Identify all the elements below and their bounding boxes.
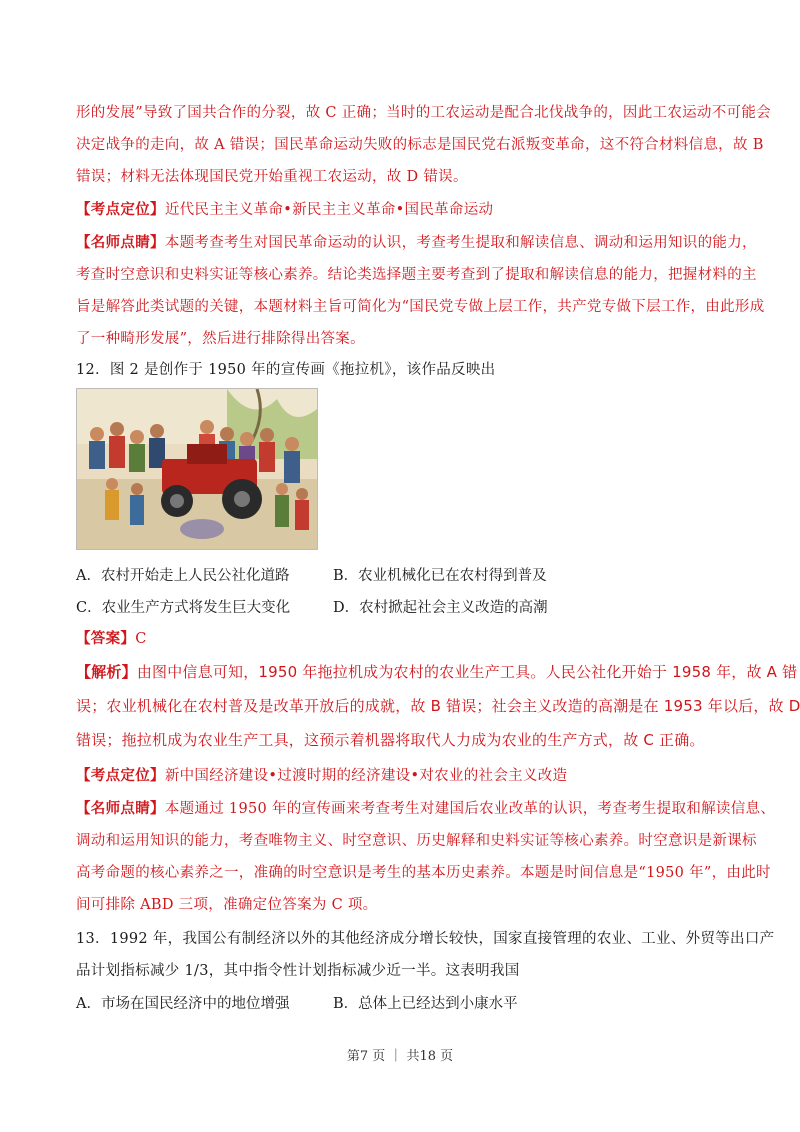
q11-analysis-line-3: 错误；材料无法体现国民党开始重视工农运动，故 D 错误。: [76, 169, 468, 185]
q12-option-a: A．农村开始走上人民公社化道路: [76, 568, 290, 584]
answer-value: C: [135, 631, 147, 647]
kaodian-tag: 【考点定位】: [76, 767, 165, 784]
kaodian-text: 近代民主主义革命•新民主主义革命•国民革命运动: [164, 202, 494, 218]
q13-stem-line-2: 品计划指标减少 1/3，其中指令性计划指标减少近一半。这表明我国: [76, 963, 520, 979]
q12-stem: 12．图 2 是创作于 1950 年的宣传画《拖拉机》，该作品反映出: [76, 362, 496, 378]
q12-jiexi-line-2: 误；农业机械化在农村普及是改革开放后的成就，故 B 错误；社会主义改造的高潮是在 1953 年以后，故 D: [76, 697, 800, 715]
q13-stem-line-1: 13．1992 年，我国公有制经济以外的其他经济成分增长较快，国家直接管理的农业、工业、外贸等出口产: [76, 931, 775, 947]
q11-dianjing-line-4: 了一种畸形发展”，然后进行排除得出答案。: [76, 331, 365, 347]
q13-option-a: A．市场在国民经济中的地位增强: [76, 996, 290, 1012]
q11-dianjing-line-1: [76, 233, 757, 253]
q12-jiexi-line-1: [76, 662, 798, 682]
kaodian-text: 新中国经济建设•过渡时期的经济建设•对农业的社会主义改造: [164, 768, 568, 784]
q12-option-d: D．农村掀起社会主义改造的高潮: [333, 600, 548, 616]
q12-dianjing-line-4: 间可排除 ABD 三项，准确定位答案为 C 项。: [76, 897, 378, 913]
q12-jiexi-line-3: 错误；拖拉机成为农业生产工具，这预示着机器将取代人力成为农业的生产方式，故 C 正确。: [76, 731, 705, 749]
q11-analysis-line-2: 决定战争的走向，故 A 错误；国民革命运动失败的标志是国民党右派叛变革命，这不符合材料信息，故 B: [76, 137, 764, 153]
answer-tag: 【答案】: [76, 630, 136, 647]
q12-dianjing-line-3: 高考命题的核心素养之一，准确的时空意识是考生的基本历史素养。本题是时间信息是“1950 年”，由此时: [76, 865, 771, 881]
tractor-poster-image: [76, 388, 318, 550]
q12-dianjing-line-2: 调动和运用知识的能力，考查唯物主义、时空意识、历史解释和史料实证等核心素养。时空意识是新课标: [76, 833, 757, 849]
kaodian-tag: 【考点定位】: [76, 201, 165, 218]
q13-option-b: B．总体上已经达到小康水平: [333, 996, 518, 1012]
jiexi-tag: 【解析】: [76, 663, 137, 681]
q11-dianjing-line-3: 旨是解答此类试题的关键，本题材料主旨可简化为“国民党专做上层工作，共产党专做下层工作，由此形成: [76, 299, 765, 315]
page-footer: 第7 页 ｜ 共18 页: [346, 1049, 454, 1064]
q12-option-b: B．农业机械化已在农村得到普及: [333, 568, 547, 584]
q12-answer: [76, 629, 736, 649]
dianjing-tag: 【名师点睛】: [76, 800, 165, 817]
q12-option-c: C．农业生产方式将发生巨大变化: [76, 600, 291, 616]
dianjing-text: 本题考查考生对国民革命运动的认识，考查考生提取和解读信息、调动和运用知识的能力，: [164, 235, 757, 251]
q11-kaodian: [76, 200, 736, 220]
q11-analysis-line-1: 形的发展”导致了国共合作的分裂，故 C 正确；当时的工农运动是配合北伐战争的，因此工农运动不可能会: [76, 105, 771, 121]
jiexi-text: 由图中信息可知，1950 年拖拉机成为农村的农业生产工具。人民公社化开始于 1958 年，故 A 错: [136, 663, 798, 681]
tractor-poster-illustration: [77, 389, 317, 549]
q12-dianjing-line-1: [76, 799, 776, 819]
q11-dianjing-line-2: 考查时空意识和史料实证等核心素养。结论类选择题主要考查到了提取和解读信息的能力，把握材料的主: [76, 267, 757, 283]
dianjing-text: 本题通过 1950 年的宣传画来考查考生对建国后农业改革的认识，考查考生提取和解读信息、: [164, 801, 776, 817]
q12-kaodian: [76, 766, 736, 786]
dianjing-tag: 【名师点睛】: [76, 234, 165, 251]
